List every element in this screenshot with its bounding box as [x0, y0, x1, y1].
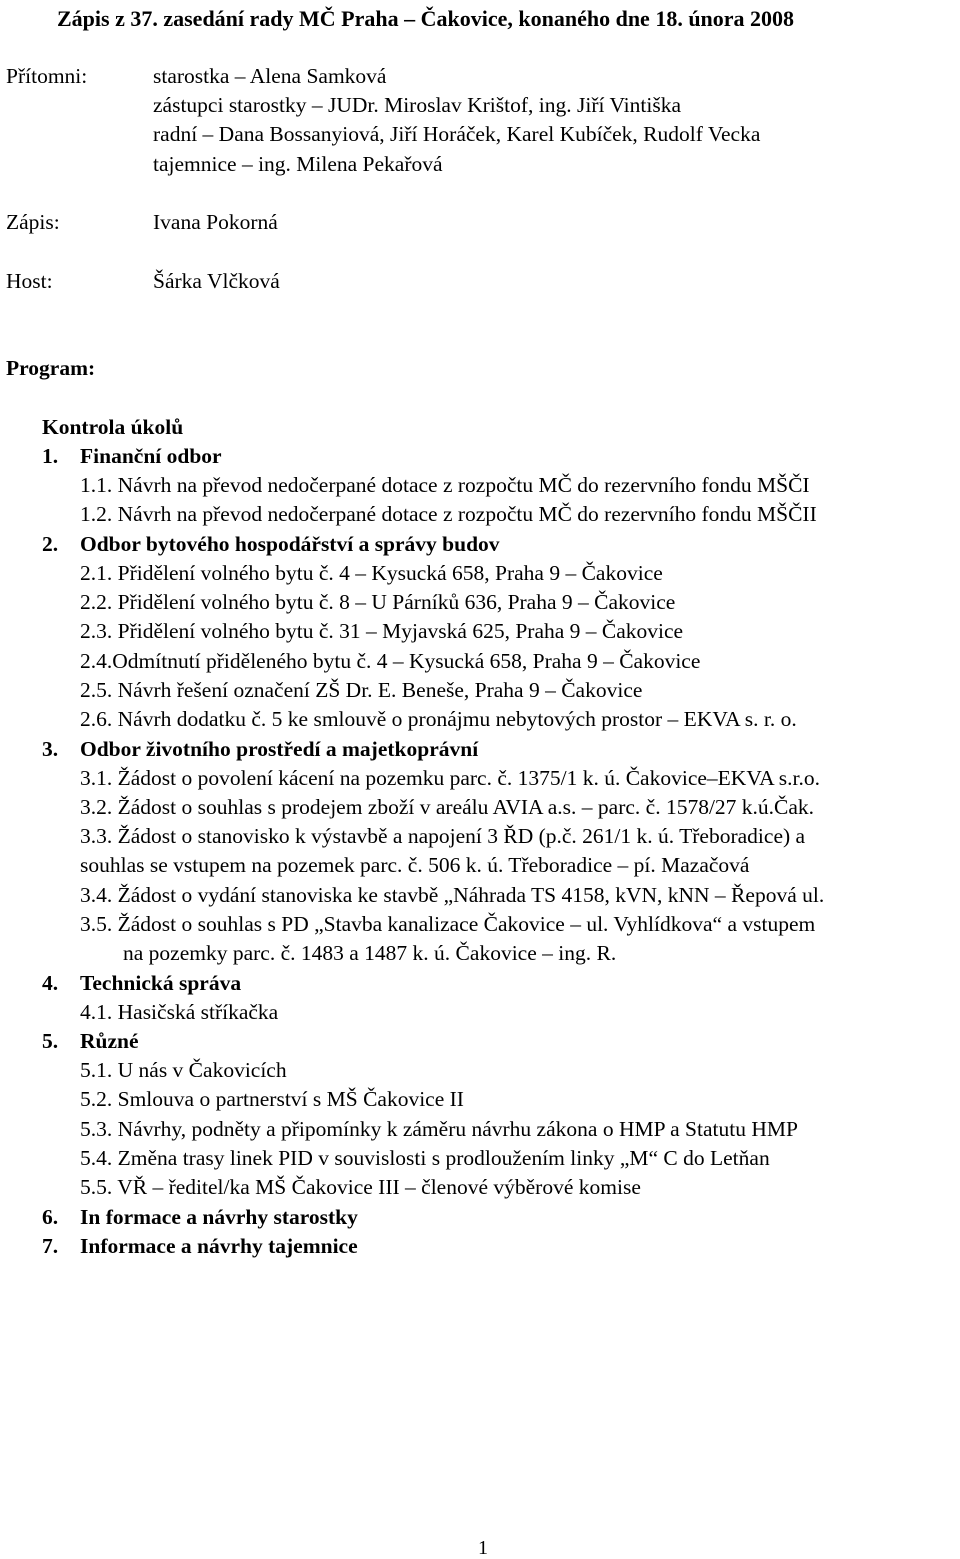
program-heading: Program:	[6, 356, 96, 380]
program-subitem: 3.3. Žádost o stanovisko k výstavbě a napojení 3 ŘD (p.č. 261/1 k. ú. Třeboradice) a	[80, 824, 806, 848]
program-item-heading: Informace a návrhy tajemnice	[80, 1234, 358, 1258]
program-item-number: 5.	[42, 1029, 59, 1053]
program-subitem: 5.3. Návrhy, podněty a připomínky k záměru návrhu zákona o HMP a Statutu HMP	[80, 1117, 798, 1141]
program-subitem: 1.2. Návrh na převod nedočerpané dotace z rozpočtu MČ do rezervního fondu MŠČII	[80, 502, 817, 526]
present-label: Přítomni:	[6, 64, 88, 88]
program-item-heading: Finanční odbor	[80, 444, 222, 468]
program-subitem: na pozemky parc. č. 1483 a 1487 k. ú. Čakovice – ing. R.	[123, 941, 617, 965]
program-subitem: 5.5. VŘ – ředitel/ka MŠ Čakovice III – členové výběrové komise	[80, 1175, 641, 1199]
program-item-number: 2.	[42, 532, 59, 556]
program-subitem: 2.4.Odmítnutí přiděleného bytu č. 4 – Kysucká 658, Praha 9 – Čakovice	[80, 649, 701, 673]
program-subitem: souhlas se vstupem na pozemek parc. č. 506 k. ú. Třeboradice – pí. Mazačová	[80, 853, 750, 877]
program-subitem: 3.4. Žádost o vydání stanoviska ke stavbě „Náhrada TS 4158, kVN, kNN – Řepová ul.	[80, 883, 825, 907]
program-subitem: 2.1. Přidělení volného bytu č. 4 – Kysucká 658, Praha 9 – Čakovice	[80, 561, 663, 585]
program-subitem: 3.2. Žádost o souhlas s prodejem zboží v areálu AVIA a.s. – parc. č. 1578/27 k.ú.Čak.	[80, 795, 815, 819]
program-item-number: 7.	[42, 1234, 59, 1258]
program-subitem: 2.5. Návrh řešení označení ZŠ Dr. E. Beneše, Praha 9 – Čakovice	[80, 678, 643, 702]
program-subitem: 2.3. Přidělení volného bytu č. 31 – Myjavská 625, Praha 9 – Čakovice	[80, 619, 684, 643]
program-subitem: 4.1. Hasičská stříkačka	[80, 1000, 279, 1024]
program-subitem: 5.4. Změna trasy linek PID v souvislosti s prodloužením linky „M“ C do Letňan	[80, 1146, 770, 1170]
program-item-number: 4.	[42, 971, 59, 995]
program-item-heading: Odbor bytového hospodářství a správy budov	[80, 532, 500, 556]
program-subitem: 3.5. Žádost o souhlas s PD „Stavba kanalizace Čakovice – ul. Vyhlídkova“ a vstupem	[80, 912, 816, 936]
present-line: radní – Dana Bossanyiová, Jiří Horáček, Karel Kubíček, Rudolf Vecka	[153, 122, 761, 146]
program-item-number: 3.	[42, 737, 59, 761]
program-item-heading: In formace a návrhy starostky	[80, 1205, 358, 1229]
program-item-number: 1.	[42, 444, 59, 468]
program-item-number: 6.	[42, 1205, 59, 1229]
program-subitem: 1.1. Návrh na převod nedočerpané dotace z rozpočtu MČ do rezervního fondu MŠČI	[80, 473, 810, 497]
program-item-heading: Odbor životního prostředí a majetkoprávní	[80, 737, 479, 761]
minutes-label: Zápis:	[6, 210, 60, 234]
minutes-value: Ivana Pokorná	[153, 210, 278, 234]
guest-value: Šárka Vlčková	[153, 269, 280, 293]
program-subitem: 5.1. U nás v Čakovicích	[80, 1058, 287, 1082]
present-line: tajemnice – ing. Milena Pekařová	[153, 152, 443, 176]
kontrola-ukolu: Kontrola úkolů	[42, 415, 184, 439]
page-number: 1	[478, 1537, 488, 1559]
program-item-heading: Technická správa	[80, 971, 242, 995]
guest-label: Host:	[6, 269, 53, 293]
page-title: Zápis z 37. zasedání rady MČ Praha – Čakovice, konaného dne 18. února 2008	[57, 6, 795, 31]
program-subitem: 5.2. Smlouva o partnerství s MŠ Čakovice II	[80, 1087, 464, 1111]
program-subitem: 3.1. Žádost o povolení kácení na pozemku parc. č. 1375/1 k. ú. Čakovice–EKVA s.r.o.	[80, 766, 821, 790]
program-subitem: 2.6. Návrh dodatku č. 5 ke smlouvě o pronájmu nebytových prostor – EKVA s. r. o.	[80, 707, 797, 731]
present-line: zástupci starostky – JUDr. Miroslav Krištof, ing. Jiří Vintiška	[153, 93, 682, 117]
program-item-heading: Různé	[80, 1029, 139, 1053]
program-subitem: 2.2. Přidělení volného bytu č. 8 – U Párníků 636, Praha 9 – Čakovice	[80, 590, 676, 614]
present-line: starostka – Alena Samková	[153, 64, 387, 88]
